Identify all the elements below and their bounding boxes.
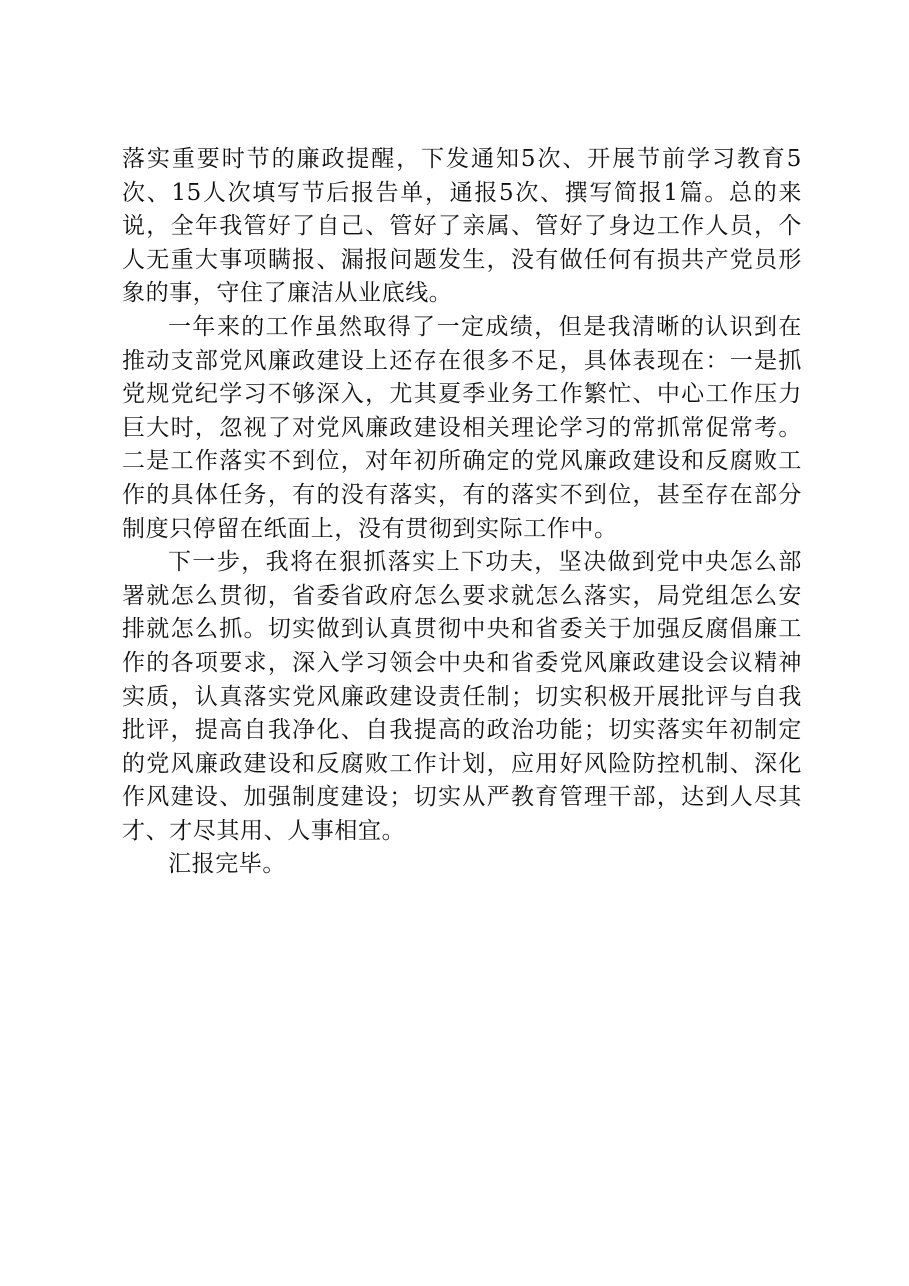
paragraph-shortcomings: 一年来的工作虽然取得了一定成绩，但是我清晰的认识到在推动支部党风廉政建设上还存在很多不足，具体表现在：一是抓党规党纪学习不够深入，尤其夏季业务工作繁忙、中心工作压力巨大时，忽视了对党风廉政建设相关理论学习的常抓常促常考。二是工作落实不到位，对年初所确定的党风廉政建设和反腐败工作的具体任务，有的没有落实，有的落实不到位，甚至存在部分制度只停留在纸面上，没有贯彻到实际工作中。 xyxy=(122,313,802,542)
paragraph-closing: 汇报完毕。 xyxy=(168,851,286,878)
paragraph-integrity-reminders: 落实重要时节的廉政提醒，下发通知5次、开展节前学习教育5次、15人次填写节后报告单，通报5次、撰写简报1篇。总的来说，全年我管好了自己、管好了亲属、管好了身边工作人员，个人无重大事项瞒报、漏报问题发生，没有做任何有损共产党员形象的事，守住了廉洁从业底线。 xyxy=(122,146,802,307)
document-body xyxy=(122,143,802,882)
paragraph-next-steps: 下一步，我将在狠抓落实上下功夫，坚决做到党中央怎么部署就怎么贯彻，省委省政府怎么要求就怎么落实，局党组怎么安排就怎么抓。切实做到认真贯彻中央和省委关于加强反腐倡廉工作的各项要求，深入学习领会中央和省委党风廉政建设会议精神实质，认真落实党风廉政建设责任制；切实积极开展批评与自我批评，提高自我净化、自我提高的政治功能；切实落实年初制定的党风廉政建设和反腐败工作计划，应用好风险防控机制、深化作风建设、加强制度建设；切实从严教育管理干部，达到人尽其才、才尽其用、人事相宜。 xyxy=(122,549,802,844)
